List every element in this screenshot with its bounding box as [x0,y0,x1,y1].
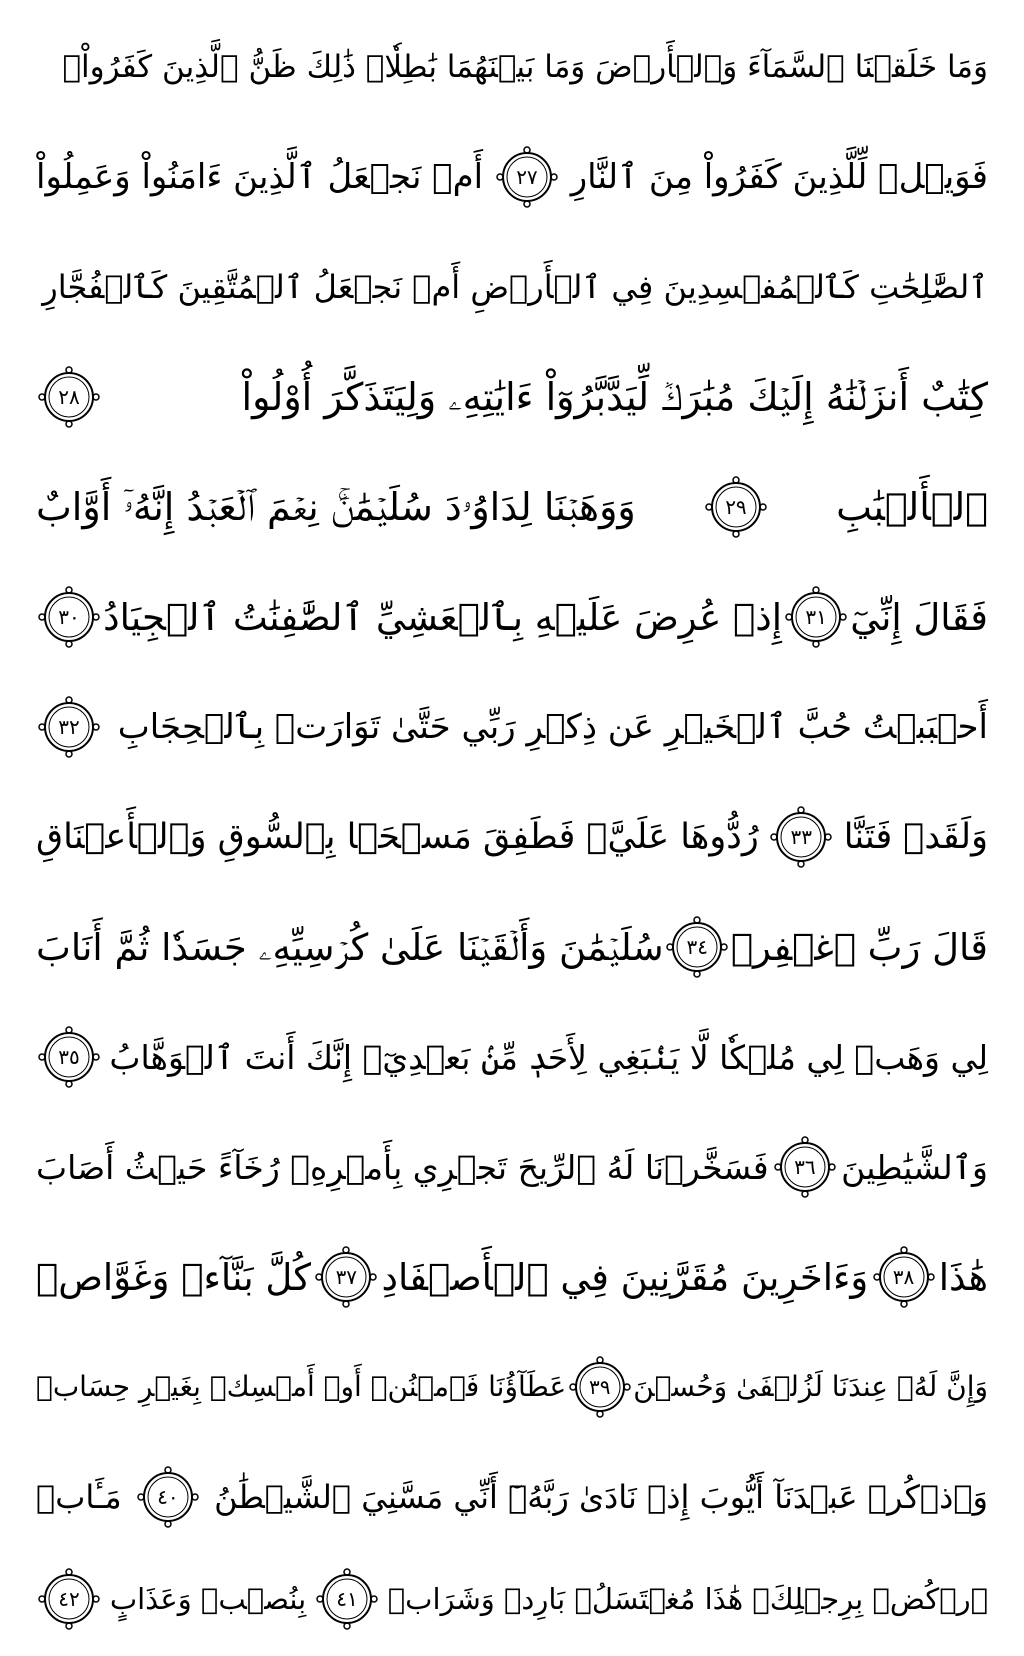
verse-number: ٣٨ [892,1265,915,1289]
verse-number: ٤٠ [157,1485,179,1509]
verse-42-marker-icon [36,1566,102,1632]
line-7-segment-1: أَحۡبَبۡتُ حُبَّ ٱلۡخَيۡرِ عَن ذِكۡرِ رَبِّي حَتَّىٰ تَوَارَتۡ بِٱلۡحِجَابِ [117,707,988,747]
line-6-segment-1: فَقَالَ إِنِّيٓ [850,595,988,639]
line-14-segment-1: وَٱذۡكُرۡ عَبۡدَنَآ أَيُّوبَ إِذۡ نَادَىٰ رَبَّهُۥٓ أَنِّي مَسَّنِيَ ٱلشَّيۡطَٰنُ [214,1478,988,1516]
verse-32-marker-icon [36,694,102,760]
line-12-segment-2: وَءَاخَرِينَ مُقَرَّنِينَ فِي ٱلۡأَصۡفَادِ [381,1255,869,1299]
text-line-7 [36,684,988,770]
verse-28-marker-icon [36,364,102,430]
text-line-6 [36,574,988,660]
verse-number: ٣٩ [588,1375,611,1399]
verse-38-marker-icon [871,1244,937,1310]
line-8-segment-1: وَلَقَدۡ فَتَنَّا [843,816,988,857]
text-line-9 [36,904,988,990]
line-9-segment-2: سُلَيۡمَٰنَ وَأَلۡقَيۡنَا عَلَىٰ كُرۡسِيِّهِۦ جَسَدٗا ثُمَّ أَنَابَ [36,925,664,969]
line-3-segment-1: ٱلصَّٰلِحَٰتِ كَٱلۡمُفۡسِدِينَ فِي ٱلۡأَرۡضِ أَمۡ نَجۡعَلُ ٱلۡمُتَّقِينَ كَٱلۡفُجَّارِ [42,268,988,306]
verse-39-marker-icon [567,1354,633,1420]
text-line-8 [36,794,988,880]
line-1-segment-1: وَمَا خَلَقۡنَا ٱلسَّمَآءَ وَٱلۡأَرۡضَ وَمَا بَيۡنَهُمَا بَٰطِلٗاۚ ذَٰلِكَ ظَنُّ ٱلَّذِينَ كَفَرُواْۚ [62,48,988,85]
verse-number: ٢٧ [516,165,538,189]
text-line-11 [36,1124,988,1210]
line-5-segment-2: وَوَهَبۡنَا لِدَاوُۥدَ سُلَيۡمَٰنَۚ نِعۡمَ ٱلۡعَبۡدُ إِنَّهُۥٓ أَوَّابٌ [36,485,636,529]
verse-40-marker-icon [135,1464,201,1530]
text-line-15 [36,1556,988,1642]
line-14-segment-2: مَـَٔابٖ [36,1478,122,1516]
line-2-segment-1: فَوَيۡلٞ لِّلَّذِينَ كَفَرُواْ مِنَ ٱلنَّارِ [570,157,988,197]
line-8-segment-2: رُدُّوهَا عَلَيَّۖ فَطَفِقَ مَسۡحَۢا بِٱلسُّوقِ وَٱلۡأَعۡنَاقِ [36,816,759,857]
text-line-4 [36,354,988,440]
line-2-segment-2: أَمۡ نَجۡعَلُ ٱلَّذِينَ ءَامَنُواْ وَعَمِلُواْ [36,157,484,197]
line-13-segment-2: عَطَآؤُنَا فَٱمۡنُنۡ أَوۡ أَمۡسِكۡ بِغَيۡرِ حِسَابٖ [36,1370,567,1403]
verse-number: ٣١ [805,605,827,629]
verse-number: ٣٧ [335,1265,358,1289]
text-line-3 [36,244,988,330]
verse-number: ٣٢ [58,715,80,739]
verse-number: ٣٦ [794,1155,816,1179]
text-line-10 [36,1014,988,1100]
verse-number: ٢٩ [725,495,747,519]
verse-number: ٣٥ [58,1045,80,1069]
verse-number: ٣٣ [790,825,812,849]
verse-number: ٢٨ [58,385,80,409]
line-15-segment-1: ٱرۡكُضۡ بِرِجۡلِكَۖ هَٰذَا مُغۡتَسَلُۢ بَارِدٞ وَشَرَابٞ [387,1581,988,1616]
verse-31-marker-icon [783,584,849,650]
line-5-segment-1: ٱلۡأَلۡبَٰبِ [836,485,988,529]
line-13-segment-1: وَإِنَّ لَهُۥ عِندَنَا لَزُلۡفَىٰ وَحُسۡنَ [633,1370,988,1403]
line-4-segment-1: كِتَٰبٌ أَنزَلۡنَٰهُ إِلَيۡكَ مُبَٰرَكٞ لِّيَدَّبَّرُوٓاْ ءَايَٰتِهِۦ وَلِيَتَذَكَّرَ أُوْلُواْ [241,375,988,419]
verse-29-marker-icon [703,474,769,540]
verse-37-marker-icon [313,1244,379,1310]
text-line-12 [36,1234,988,1320]
verse-number: ٤٢ [58,1587,80,1611]
verse-27-marker-icon [494,144,560,210]
line-6-segment-2: إِذۡ عُرِضَ عَلَيۡهِ بِٱلۡعَشِيِّ ٱلصَّٰفِنَٰتُ ٱلۡجِيَادُ [103,595,783,639]
verse-number: ٤١ [336,1587,358,1611]
text-line-1 [36,24,988,110]
verse-36-marker-icon [772,1134,838,1200]
line-9-segment-1: قَالَ رَبِّ ٱغۡفِرۡ [730,925,988,969]
verse-number: ٣٤ [686,935,708,959]
verse-35-marker-icon [36,1024,102,1090]
line-12-segment-3: كُلَّ بَنَّآءٖ وَغَوَّاصٖ [36,1255,312,1299]
verse-34-marker-icon [664,914,730,980]
verse-33-marker-icon [768,804,834,870]
line-10-segment-1: لِي وَهَبۡ لِي مُلۡكٗا لَّا يَنۢبَغِي لِأَحَدٖ مِّنۢ بَعۡدِيٓۖ إِنَّكَ أَنتَ ٱلۡوَهَّابُ [109,1037,988,1077]
line-12-segment-1: هَٰذَا [938,1255,988,1299]
line-11-segment-1: وَٱلشَّيَٰطِينَ [841,1147,988,1187]
line-15-segment-2: بِنُصۡبٖ وَعَذَابٍ [109,1581,307,1616]
verse-number: ٣٠ [58,605,80,629]
text-line-5 [36,464,988,550]
text-line-14 [36,1454,988,1540]
verse-41-marker-icon [314,1566,380,1632]
line-11-segment-2: فَسَخَّرۡنَا لَهُ ٱلرِّيحَ تَجۡرِي بِأَمۡرِهِۦ رُخَآءً حَيۡثُ أَصَابَ [36,1147,769,1187]
text-line-2 [36,134,988,220]
text-line-13 [36,1344,988,1430]
verse-30-marker-icon [36,584,102,650]
